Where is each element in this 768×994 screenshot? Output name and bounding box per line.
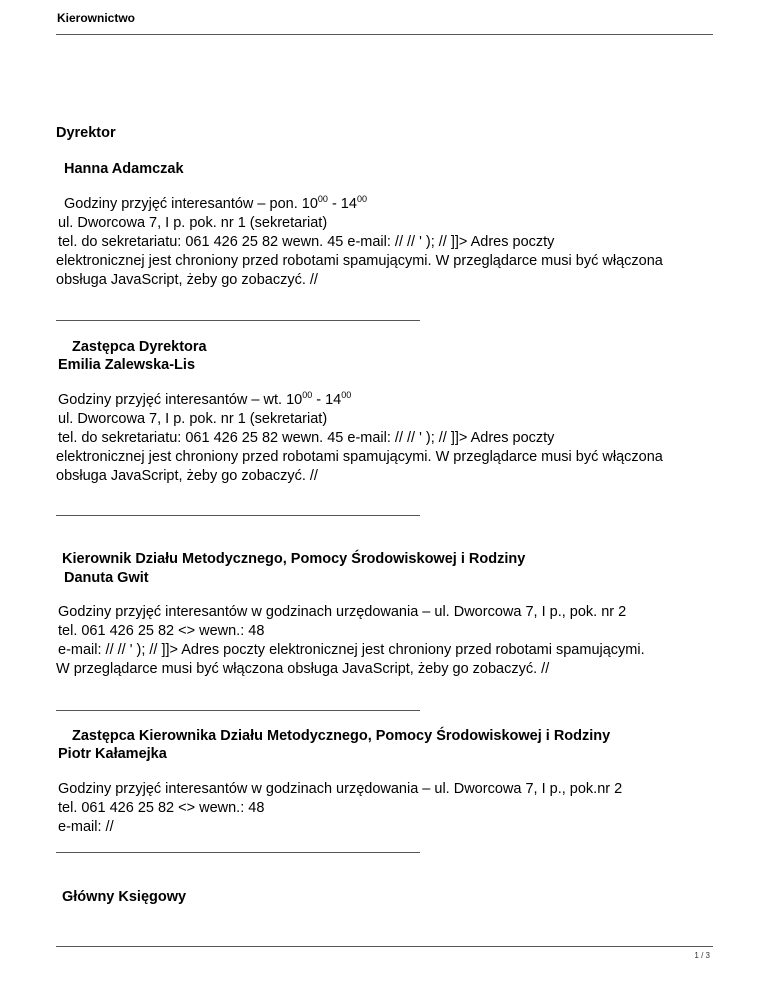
- address-director: ul. Dworcowa 7, I p. pok. nr 1 (sekretariat): [58, 215, 328, 231]
- phone-line-director: tel. do sekretariatu: 061 426 25 82 wewn. 45 e-mail: // // ' ); // ]]> Adres poczty: [58, 234, 555, 250]
- section-name-deputy-department-head: Piotr Kałamejka: [58, 746, 167, 762]
- office-hours-department-head: Godziny przyjęć interesantów w godzinach urzędowania – ul. Dworcowa 7, I p., pok. nr 2: [58, 604, 627, 620]
- section-name-director: Hanna Adamczak: [64, 161, 184, 177]
- section-name-department-head: Danuta Gwit: [64, 570, 149, 586]
- header-divider: [56, 34, 713, 35]
- email-line-department-head: e-mail: // // ' ); // ]]> Adres poczty elektronicznej jest chroniony przed robotami spamującymi.: [58, 642, 645, 658]
- email-protection-notice-director-cont: obsługa JavaScript, żeby go zobaczyć. //: [56, 272, 318, 288]
- footer-divider: [56, 946, 713, 947]
- phone-line-deputy-department-head: tel. 061 426 25 82 <> wewn.: 48: [58, 800, 265, 816]
- office-hours-deputy-director: Godziny przyjęć interesantów – wt. $10^{00} - 14^{00}$: [58, 390, 352, 408]
- page-number: 1 / 3: [694, 951, 710, 960]
- office-hours-director: Godziny przyjęć interesantów – pon. $10^{00} - 14^{00}$: [64, 194, 367, 212]
- phone-line-deputy-director: tel. do sekretariatu: 061 426 25 82 wewn. 45 e-mail: // // ' ); // ]]> Adres poczty: [58, 430, 555, 446]
- section-divider: [56, 515, 420, 516]
- phone-line-department-head: tel. 061 426 25 82 <> wewn.: 48: [58, 623, 265, 639]
- page-header-title: Kierownictwo: [57, 11, 136, 25]
- section-role-deputy-director: Zastępca Dyrektora: [72, 339, 207, 355]
- section-role-chief-accountant: Główny Księgowy: [62, 889, 187, 905]
- section-role-director: Dyrektor: [56, 125, 116, 141]
- address-deputy-director: ul. Dworcowa 7, I p. pok. nr 1 (sekretariat): [58, 411, 328, 427]
- office-hours-deputy-department-head: Godziny przyjęć interesantów w godzinach urzędowania – ul. Dworcowa 7, I p., pok.nr 2: [58, 781, 623, 797]
- section-role-deputy-department-head: Zastępca Kierownika Działu Metodycznego, Pomocy Środowiskowej i Rodziny: [72, 728, 611, 744]
- section-name-deputy-director: Emilia Zalewska-Lis: [58, 357, 196, 373]
- email-protection-notice-deputy-director-cont: obsługa JavaScript, żeby go zobaczyć. //: [56, 468, 318, 484]
- section-divider: [56, 710, 420, 711]
- section-divider: [56, 320, 420, 321]
- email-protection-notice-department-head: W przeglądarce musi być włączona obsługa JavaScript, żeby go zobaczyć. //: [56, 661, 550, 677]
- email-protection-notice-director: elektronicznej jest chroniony przed robotami spamującymi. W przeglądarce musi być włączona: [56, 253, 663, 269]
- email-protection-notice-deputy-director: elektronicznej jest chroniony przed robotami spamującymi. W przeglądarce musi być włączona: [56, 449, 663, 465]
- section-role-department-head: Kierownik Działu Metodycznego, Pomocy Środowiskowej i Rodziny: [62, 551, 526, 567]
- section-divider: [56, 852, 420, 853]
- email-line-deputy-department-head: e-mail: //: [58, 819, 114, 835]
